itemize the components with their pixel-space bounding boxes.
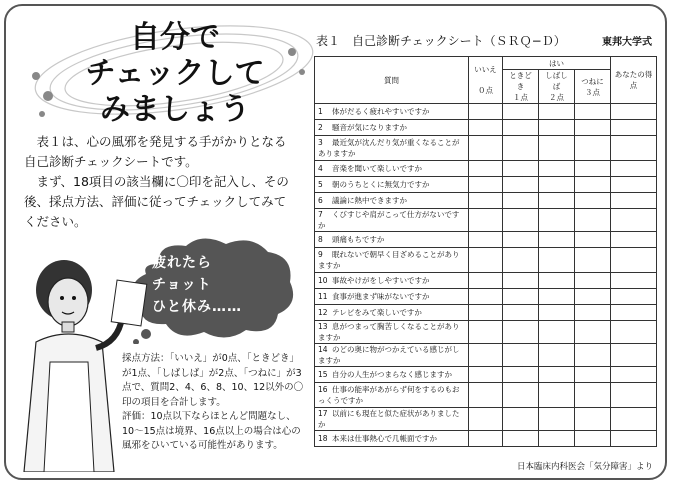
answer-often-cell[interactable] [539,367,575,383]
question-number: 1 [318,107,323,116]
answer-no-cell[interactable] [469,273,503,289]
question-text: 以前にも現在と似た症状がありましたか [318,409,460,429]
answer-no-cell[interactable] [469,232,503,248]
headline-line-2: チェックして [85,56,265,91]
answer-always-cell[interactable] [575,177,611,193]
question-number: 8 [318,235,323,244]
question-number: 9 [318,250,323,259]
score-cell[interactable] [611,209,657,232]
answer-no-cell[interactable] [469,305,503,321]
question-cell [315,104,469,120]
question-text: 仕事の能率があがらず何をするのもおっくうですか [318,385,460,405]
answer-no-cell[interactable] [469,104,503,120]
score-cell[interactable] [611,273,657,289]
answer-always-cell[interactable] [575,104,611,120]
question-number: 14 [318,345,328,354]
table-title: 自己診断チェックシート（ＳＲＱ−Ｄ） [352,34,566,48]
header-always-label: つねに [581,76,604,86]
answer-sometimes-cell[interactable] [503,177,539,193]
answer-sometimes-cell[interactable] [503,289,539,305]
header-question: 質問 [315,57,469,104]
answer-always-cell[interactable] [575,273,611,289]
answer-often-cell[interactable] [539,305,575,321]
question-cell [315,273,469,289]
question-text: 自分の人生がつまらなく感じますか [332,370,452,379]
bubble-line-3: ひと休み…… [152,299,242,315]
answer-no-cell[interactable] [469,344,503,367]
question-number: 7 [318,210,323,219]
answer-sometimes-cell[interactable] [503,321,539,344]
answer-often-cell[interactable] [539,344,575,367]
answer-sometimes-cell[interactable] [503,408,539,431]
question-cell [315,431,469,447]
header-sometimes-points: １点 [513,93,528,102]
question-text: 頭痛もちですか [332,235,385,244]
table-row [315,120,657,136]
bubble-line-2: チョット [152,277,212,293]
question-cell [315,408,469,431]
question-number: 10 [318,276,328,285]
answer-always-cell[interactable] [575,289,611,305]
headline-line-1: 自分で [130,20,220,55]
table-row [315,408,657,431]
question-number: 2 [318,123,323,132]
score-cell[interactable] [611,383,657,408]
question-cell [315,209,469,232]
score-cell[interactable] [611,104,657,120]
table-row [315,321,657,344]
answer-sometimes-cell[interactable] [503,383,539,408]
table-row [315,344,657,367]
table-row [315,232,657,248]
score-cell[interactable] [611,120,657,136]
answer-sometimes-cell[interactable] [503,120,539,136]
answer-no-cell[interactable] [469,383,503,408]
question-cell [315,289,469,305]
question-number: 4 [318,164,323,173]
table-row [315,136,657,161]
question-text: 朝のうちとくに無気力ですか [332,180,430,189]
table-title-row [314,32,654,50]
intro-paragraph-1: 表１は、心の風邪を発見する手がかりとなる自己診断チェックシートです。 [24,134,287,169]
question-text: 眠れないで朝早く目ざめることがありますか [318,250,460,270]
bubble-line-1: 疲れたら [152,255,212,271]
speech-cloud-text [152,252,282,318]
header-no [469,57,503,104]
answer-always-cell[interactable] [575,367,611,383]
answer-always-cell[interactable] [575,193,611,209]
answer-often-cell[interactable] [539,104,575,120]
answer-sometimes-cell[interactable] [503,273,539,289]
answer-no-cell[interactable] [469,367,503,383]
table-row [315,193,657,209]
question-text: 音楽を聞いて楽しいですか [332,164,422,173]
question-cell [315,248,469,273]
question-text: 息がつまって胸苦しくなることがありますか [318,322,460,342]
score-cell[interactable] [611,321,657,344]
answer-no-cell[interactable] [469,193,503,209]
answer-always-cell[interactable] [575,136,611,161]
scoring-method: 採点方法：「いいえ」が0点、「ときどき」が1点、「しばしば」が2点、「つねに」が3点で、質問2、4、6、8、10、12以外の〇印の項目を合計します。 [122,353,304,408]
answer-always-cell[interactable] [575,431,611,447]
score-cell[interactable] [611,193,657,209]
question-number: 11 [318,292,328,301]
answer-often-cell[interactable] [539,232,575,248]
score-cell[interactable] [611,344,657,367]
answer-no-cell[interactable] [469,248,503,273]
answer-often-cell[interactable] [539,321,575,344]
table-row [315,367,657,383]
question-number: 6 [318,196,323,205]
intro-paragraph-2: まず、18項目の該当欄に〇印を記入し、その後、採点方法、評価に従ってチェックしてみてください。 [24,174,289,229]
table-source-univ: 東邦大学式 [602,37,652,48]
answer-always-cell[interactable] [575,344,611,367]
score-cell[interactable] [611,248,657,273]
answer-no-cell[interactable] [469,321,503,344]
score-cell[interactable] [611,408,657,431]
table-row [315,177,657,193]
question-number: 17 [318,409,328,418]
question-number: 3 [318,138,323,147]
answer-no-cell[interactable] [469,431,503,447]
headline [70,20,280,128]
question-cell [315,120,469,136]
headline-line-3: みましょう [100,92,250,127]
answer-always-cell[interactable] [575,408,611,431]
question-text: 体がだるく疲れやすいですか [332,107,430,116]
table-row [315,209,657,232]
question-cell [315,193,469,209]
question-text: 騒音が気になりますか [332,123,407,132]
answer-sometimes-cell[interactable] [503,305,539,321]
header-no-points: ０点 [478,86,493,95]
answer-often-cell[interactable] [539,431,575,447]
table-row [315,431,657,447]
answer-always-cell[interactable] [575,161,611,177]
table-row [315,305,657,321]
answer-always-cell[interactable] [575,248,611,273]
question-number: 18 [318,434,328,443]
question-text: 事故やけがをしやすいですか [332,276,430,285]
answer-sometimes-cell[interactable] [503,209,539,232]
scoring-evaluation: 評価：10点以下ならほとんど問題なし、10〜15点は境界、16点以上の場合は心の風邪をひいている可能性があります。 [122,411,301,451]
question-cell [315,383,469,408]
answer-often-cell[interactable] [539,248,575,273]
question-text: のどの奥に物がつかえている感じがしますか [318,345,460,365]
header-yes: はい [503,57,611,70]
answer-often-cell[interactable] [539,408,575,431]
question-text: くびすじや肩がこって仕方がないですか [318,210,460,230]
answer-sometimes-cell[interactable] [503,232,539,248]
question-text: テレビをみて楽しいですか [332,308,422,317]
score-cell[interactable] [611,232,657,248]
answer-sometimes-cell[interactable] [503,104,539,120]
answer-no-cell[interactable] [469,177,503,193]
answer-sometimes-cell[interactable] [503,248,539,273]
answer-sometimes-cell[interactable] [503,431,539,447]
table-row [315,248,657,273]
answer-no-cell[interactable] [469,408,503,431]
answer-always-cell[interactable] [575,232,611,248]
header-always-points: ３点 [585,87,600,97]
answer-always-cell[interactable] [575,305,611,321]
question-cell [315,367,469,383]
question-cell [315,344,469,367]
question-number: 12 [318,308,328,317]
score-cell[interactable] [611,161,657,177]
source-footer: 日本臨床内科医会「気分障害」より [516,462,653,472]
answer-no-cell[interactable] [469,289,503,305]
score-cell[interactable] [611,136,657,161]
answer-often-cell[interactable] [539,136,575,161]
table-row [315,161,657,177]
question-number: 16 [318,385,328,394]
header-often-points: ２点 [549,93,564,102]
question-number: 15 [318,370,328,379]
check-sheet-table [314,56,657,447]
answer-often-cell[interactable] [539,273,575,289]
header-always [575,70,611,104]
answer-often-cell[interactable] [539,383,575,408]
question-cell [315,305,469,321]
answer-no-cell[interactable] [469,161,503,177]
question-text: 本来は仕事熱心で几帳面ですか [332,434,437,443]
header-often [539,70,575,104]
question-text: 食事が進まず味がないですか [332,292,430,301]
answer-often-cell[interactable] [539,120,575,136]
question-text: 最近気が沈んだり気が重くなることがありますか [318,138,460,158]
answer-sometimes-cell[interactable] [503,161,539,177]
question-cell [315,136,469,161]
header-no-label: いいえ [474,65,497,74]
table-row [315,104,657,120]
question-cell [315,177,469,193]
answer-always-cell[interactable] [575,120,611,136]
table-row [315,273,657,289]
answer-sometimes-cell[interactable] [503,344,539,367]
table-row [315,289,657,305]
answer-always-cell[interactable] [575,209,611,232]
question-cell [315,232,469,248]
intro-text [24,132,296,232]
answer-always-cell[interactable] [575,321,611,344]
answer-often-cell[interactable] [539,209,575,232]
header-often-label: しばしば [545,71,568,91]
question-cell [315,321,469,344]
answer-no-cell[interactable] [469,209,503,232]
score-cell[interactable] [611,177,657,193]
answer-no-cell[interactable] [469,120,503,136]
scoring-notes [122,352,304,454]
answer-often-cell[interactable] [539,161,575,177]
question-number: 13 [318,322,328,331]
table-row [315,383,657,408]
header-sometimes-label: ときどき [509,71,532,91]
score-cell[interactable] [611,289,657,305]
answer-sometimes-cell[interactable] [503,193,539,209]
header-sometimes [503,70,539,104]
score-cell[interactable] [611,431,657,447]
answer-often-cell[interactable] [539,177,575,193]
answer-sometimes-cell[interactable] [503,367,539,383]
answer-sometimes-cell[interactable] [503,136,539,161]
table-label: 表１ [316,34,341,48]
score-cell[interactable] [611,305,657,321]
question-number: 5 [318,180,323,189]
score-cell[interactable] [611,367,657,383]
header-score: あなたの得点 [611,57,657,104]
answer-no-cell[interactable] [469,136,503,161]
question-text: 議論に熱中できますか [332,196,407,205]
answer-often-cell[interactable] [539,289,575,305]
question-cell [315,161,469,177]
answer-always-cell[interactable] [575,383,611,408]
answer-often-cell[interactable] [539,193,575,209]
